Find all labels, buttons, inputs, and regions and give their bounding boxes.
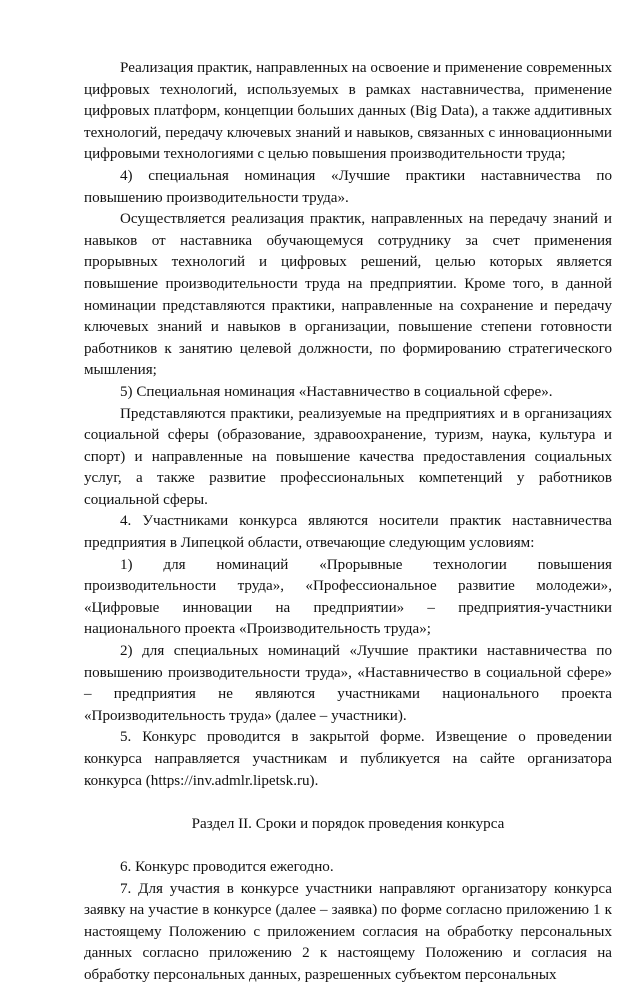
paragraph-clause-5-closed-form: 5. Конкурс проводится в закрытой форме. Извещение о проведении конкурса направляется участникам и публикуется на сайте организатора конкурса (https://inv.admlr.lipetsk.ru).: [84, 729, 612, 789]
document-page: [84, 58, 612, 987]
paragraph-social-practices: Представляются практики, реализуемые на предприятиях и в организациях социальной сферы (образование, здравоохранение, туризм, наука, культура и спорт) и направленные на повышение качества предоставления социальных услуг, а также развитие профессиональных компетенций у работников социальной сферы.: [84, 405, 612, 508]
paragraph-item-4-special-nomination: 4) специальная номинация «Лучшие практики наставничества по повышению производительности труда».: [84, 167, 612, 206]
paragraph-clause-6-annual: 6. Конкурс проводится ежегодно.: [120, 858, 334, 875]
paragraph-condition-2: 2) для специальных номинаций «Лучшие практики наставничества по повышению производительности труда», «Наставничество в социальной сфере» – предприятия не являются участниками национального проекта «Производительность труда» (далее – участники).: [84, 643, 612, 724]
paragraph-knowledge-transfer: Осуществляется реализация практик, направленных на передачу знаний и навыков от наставника обучающемуся сотруднику за счет применения прорывных технологий и цифровых решений, целью которых является повышение производительности труда на предприятии. Кроме того, в данной номинации представляются практики, направленные на сохранение и передачу ключевых знаний и навыков в организации, повышение степени готовности работников к занятию целевой должности, по формированию стратегического мышления;: [84, 211, 612, 379]
paragraph-digital-practices: Реализация практик, направленных на освоение и применение современных цифровых технологий, используемых в рамках наставничества, применение цифровых платформ, концепции больших данных (Big Data), а также аддитивных технологий, передачу ключевых знаний и навыков, связанных с инновационными цифровыми технологиями с целью повышения производительности труда;: [84, 60, 612, 163]
paragraph-clause-7-application: 7. Для участия в конкурсе участники направляют организатору конкурса заявку на участие в конкурсе (далее – заявка) по форме согласно приложению 1 к настоящему Положению с приложением согласия на обработку персональных данных согласно приложению 2 к настоящему Положению и согласия на обработку персональных данных, разрешенных субъектом персональных: [84, 880, 612, 983]
paragraph-condition-1: 1) для номинаций «Прорывные технологии повышения производительности труда», «Профессиональное развитие молодежи», «Цифровые инновации на предприятии» – предприятия-участники национального проекта «Производительность труда»;: [84, 556, 612, 638]
paragraph-item-5-social-sphere: 5) Специальная номинация «Наставничество в социальной сфере».: [120, 383, 553, 400]
paragraph-clause-4-participants: 4. Участниками конкурса являются носители практик наставничества предприятия в Липецкой области, отвечающие следующим условиям:: [84, 513, 612, 552]
section-heading: Раздел II. Сроки и порядок проведения конкурса: [191, 815, 505, 832]
